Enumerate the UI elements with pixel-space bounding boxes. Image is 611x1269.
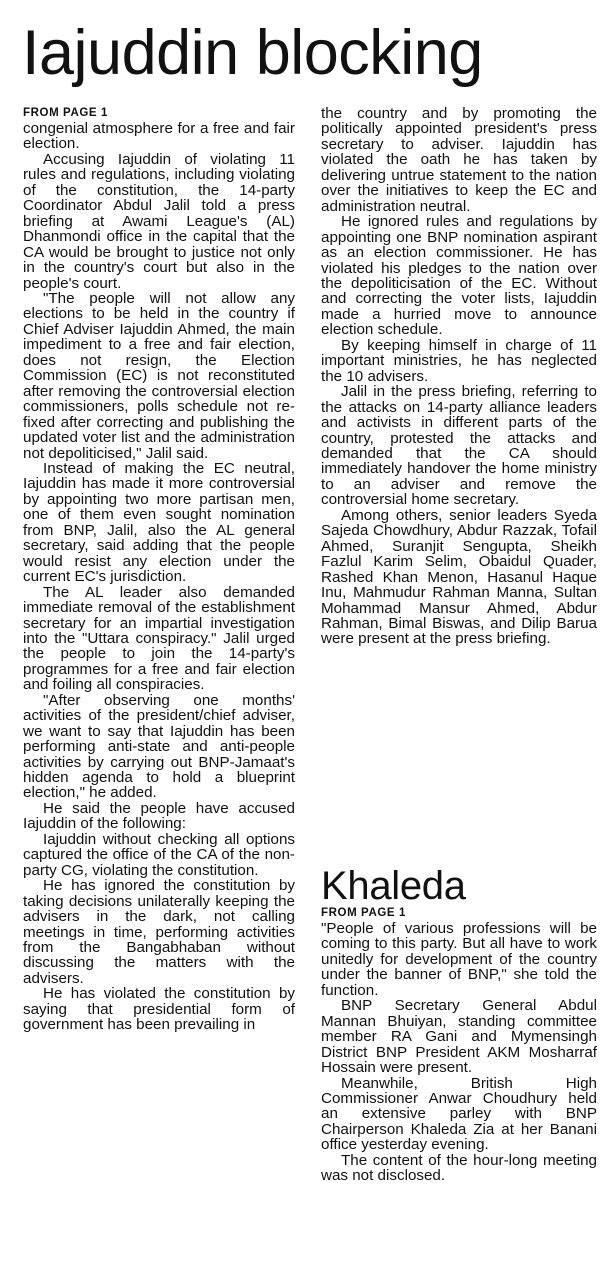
paragraph: Instead of making the EC neutral, Iajuddin has made it more controversial by appointing two more partisan men, one of them even sought nomination from BNP, Jalil, also the AL general secretary, said adding that the people would resist any election under the current EC's jurisdiction.	[23, 459, 295, 586]
paragraph: "After observing one months' activities of the president/chief adviser, we want to say that Iajuddin has been performing anti-state and anti-people activities by carrying out BNP-Jamaat's hidden agenda to hold a blueprint election," he added.	[23, 691, 295, 802]
story-body	[321, 921, 597, 1184]
paragraph: The AL leader also demanded immediate removal of the establishment secretary for an impartial investigation into the "Uttara conspiracy." Jalil urged the people to join the 14-party's programmes for a free and fair election and foiling all conspiracies.	[23, 583, 295, 694]
paragraph: Iajuddin without checking all options captured the office of the CA of the non-party CG, violating the constitution.	[23, 830, 295, 879]
paragraph: He has ignored the constitution by taking decisions unilaterally keeping the advisers in the dark, not calling meetings in time, performing activities from the Bangabhaban without discussing the matters with the advisers.	[23, 877, 295, 987]
paragraph: BNP Secretary General Abdul Mannan Bhuiyan, standing committee member RA Gani and Mymensingh District BNP President AKM Mosharraf Hossain were present.	[321, 997, 597, 1077]
story-headline: Khaleda	[321, 864, 466, 908]
paragraph: The content of the hour-long meeting was not disclosed.	[321, 1151, 597, 1185]
paragraph: congenial atmosphere for a free and fair election.	[23, 120, 295, 153]
paragraph: He ignored rules and regulations by appointing one BNP nomination aspirant as an election commissioner. He has violated his pledges to the nation over the depoliticisation of the EC. Without and correcting the voter lists, Iajuddin made a hurried move to announce election schedule.	[321, 213, 597, 339]
paragraph: Among others, senior leaders Syeda Sajeda Chowdhury, Abdur Razzak, Tofail Ahmed, Suranjit Sengupta, Sheikh Fazlul Karim Selim, Obaidul Quader, Rashed Khan Menon, Hasanul Haque Inu, Mahmudur Rahman Manna, Sultan Mohammad Mansur Ahmed, Abdur Rahman, Bimal Biswas, and Dilip Barua were present at the press briefing.	[321, 506, 597, 648]
paragraph: Meanwhile, British High Commissioner Anwar Choudhury held an extensive parley with BNP Chairperson Khaleda Zia at her Banani office yesterday evening.	[321, 1074, 597, 1154]
khaleda-story	[321, 866, 597, 1184]
paragraph: By keeping himself in charge of 11 important ministries, he has neglected the 10 advisers.	[321, 336, 597, 385]
continuation-kicker: FROM PAGE 1	[23, 107, 108, 119]
headline: Iajuddin blocking	[22, 18, 483, 88]
paragraph: "People of various professions will be coming to this party. But all have to work unitedly for development of the country under the banner of BNP," she told the function.	[321, 920, 597, 999]
left-column	[23, 106, 295, 1033]
paragraph: the country and by promoting the politically appointed president's press secretary to adviser. Iajuddin has violated the oath he has taken by delivering untrue statement to the nation over the initiatives to keep the EC and administration neutral.	[321, 105, 597, 215]
paragraph: He said the people have accused Iajuddin of the following:	[23, 799, 295, 833]
paragraph: He has violated the constitution by saying that presidential form of government has been prevailing in	[23, 985, 295, 1034]
paragraph: "The people will not allow any elections to be held in the country if Chief Adviser Iajuddin Ahmed, the main impediment to a free and fair election, does not resign, the Election Commission (EC) is not reconstituted after removing the controversial election commissioners, polls schedule not re-fixed after correcting and publishing the updated voter list and the administration not depoliticised," Jalil said.	[23, 289, 295, 462]
paragraph: Jalil in the press briefing, referring to the attacks on 14-party alliance leaders and activists in different parts of the country, protested the attacks and demanded that the CA should immediately handover the home ministry to an adviser and remove the controversial home secretary.	[321, 383, 597, 509]
right-column	[321, 106, 597, 647]
continuation-kicker: FROM PAGE 1	[321, 907, 406, 919]
paragraph: Accusing Iajuddin of violating 11 rules and regulations, including violating of the constitution, the 14-party Coordinator Abdul Jalil told a press briefing at Awami League's (AL) Dhanmondi office in the capital that the CA would be brought to justice not only in the country's court but also in the people's court.	[23, 150, 295, 292]
